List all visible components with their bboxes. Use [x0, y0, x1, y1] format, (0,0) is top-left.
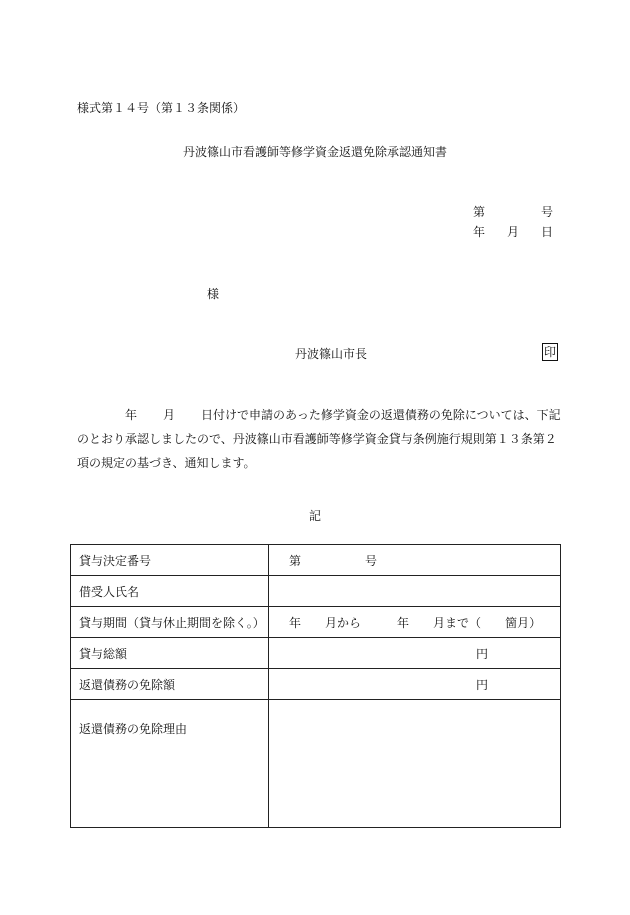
date-day: 日 — [540, 225, 553, 239]
table-row — [71, 607, 561, 638]
document-number — [473, 203, 553, 220]
issue-date — [473, 223, 553, 240]
period-start-month: 月から — [325, 615, 362, 630]
period-start-year: 年 — [289, 615, 302, 630]
table-row — [71, 576, 561, 607]
loan-total-value — [269, 638, 561, 669]
loan-period-value — [269, 607, 561, 638]
exemption-reason-value — [269, 700, 561, 828]
borrower-name-value — [269, 576, 561, 607]
body-paragraph — [77, 403, 567, 475]
document-title: 丹波篠山市看護師等修学資金返還免除承認通知書 — [182, 145, 447, 159]
date-year: 年 — [473, 225, 486, 239]
form-number-label: 様式第１４号（第１３条関係） — [77, 101, 246, 115]
sender-name: 丹波篠山市長 — [295, 347, 368, 361]
decision-number-suffix: 号 — [365, 553, 378, 568]
recipient-honorific: 様 — [207, 287, 220, 301]
body-year: 年 — [125, 408, 138, 422]
exemption-reason-label: 返還債務の免除理由 — [71, 700, 269, 828]
period-months: 箇月） — [505, 615, 542, 630]
ki-heading: 記 — [308, 509, 321, 523]
doc-number-suffix: 号 — [540, 205, 553, 219]
body-text: 日付けで申請のあった修学資金の返還債務の免除については、下記のとおり承認しましたので、丹波篠山市看護師等修学資金貸与条例施行規則第１３条第２項の規定の基づき、通知します。 — [77, 408, 561, 470]
loan-total-yen: 円 — [475, 646, 488, 661]
detail-table — [70, 544, 561, 828]
exemption-amount-value — [269, 669, 561, 700]
period-end-year: 年 — [397, 615, 410, 630]
table-row — [71, 669, 561, 700]
body-month: 月 — [163, 408, 176, 422]
table-row — [71, 638, 561, 669]
exemption-amount-yen: 円 — [475, 677, 488, 692]
doc-number-prefix: 第 — [473, 205, 486, 219]
loan-decision-number-label: 貸与決定番号 — [71, 545, 269, 576]
period-end-month: 月まで（ — [433, 615, 482, 630]
loan-total-label: 貸与総額 — [71, 638, 269, 669]
seal-mark: 印 — [544, 345, 557, 359]
table-row — [71, 545, 561, 576]
loan-decision-number-value — [269, 545, 561, 576]
loan-period-label: 貸与期間（貸与休止期間を除く。） — [71, 607, 269, 638]
table-row — [71, 700, 561, 828]
decision-number-prefix: 第 — [289, 553, 302, 568]
exemption-amount-label: 返還債務の免除額 — [71, 669, 269, 700]
date-month: 月 — [506, 225, 519, 239]
borrower-name-label: 借受人氏名 — [71, 576, 269, 607]
